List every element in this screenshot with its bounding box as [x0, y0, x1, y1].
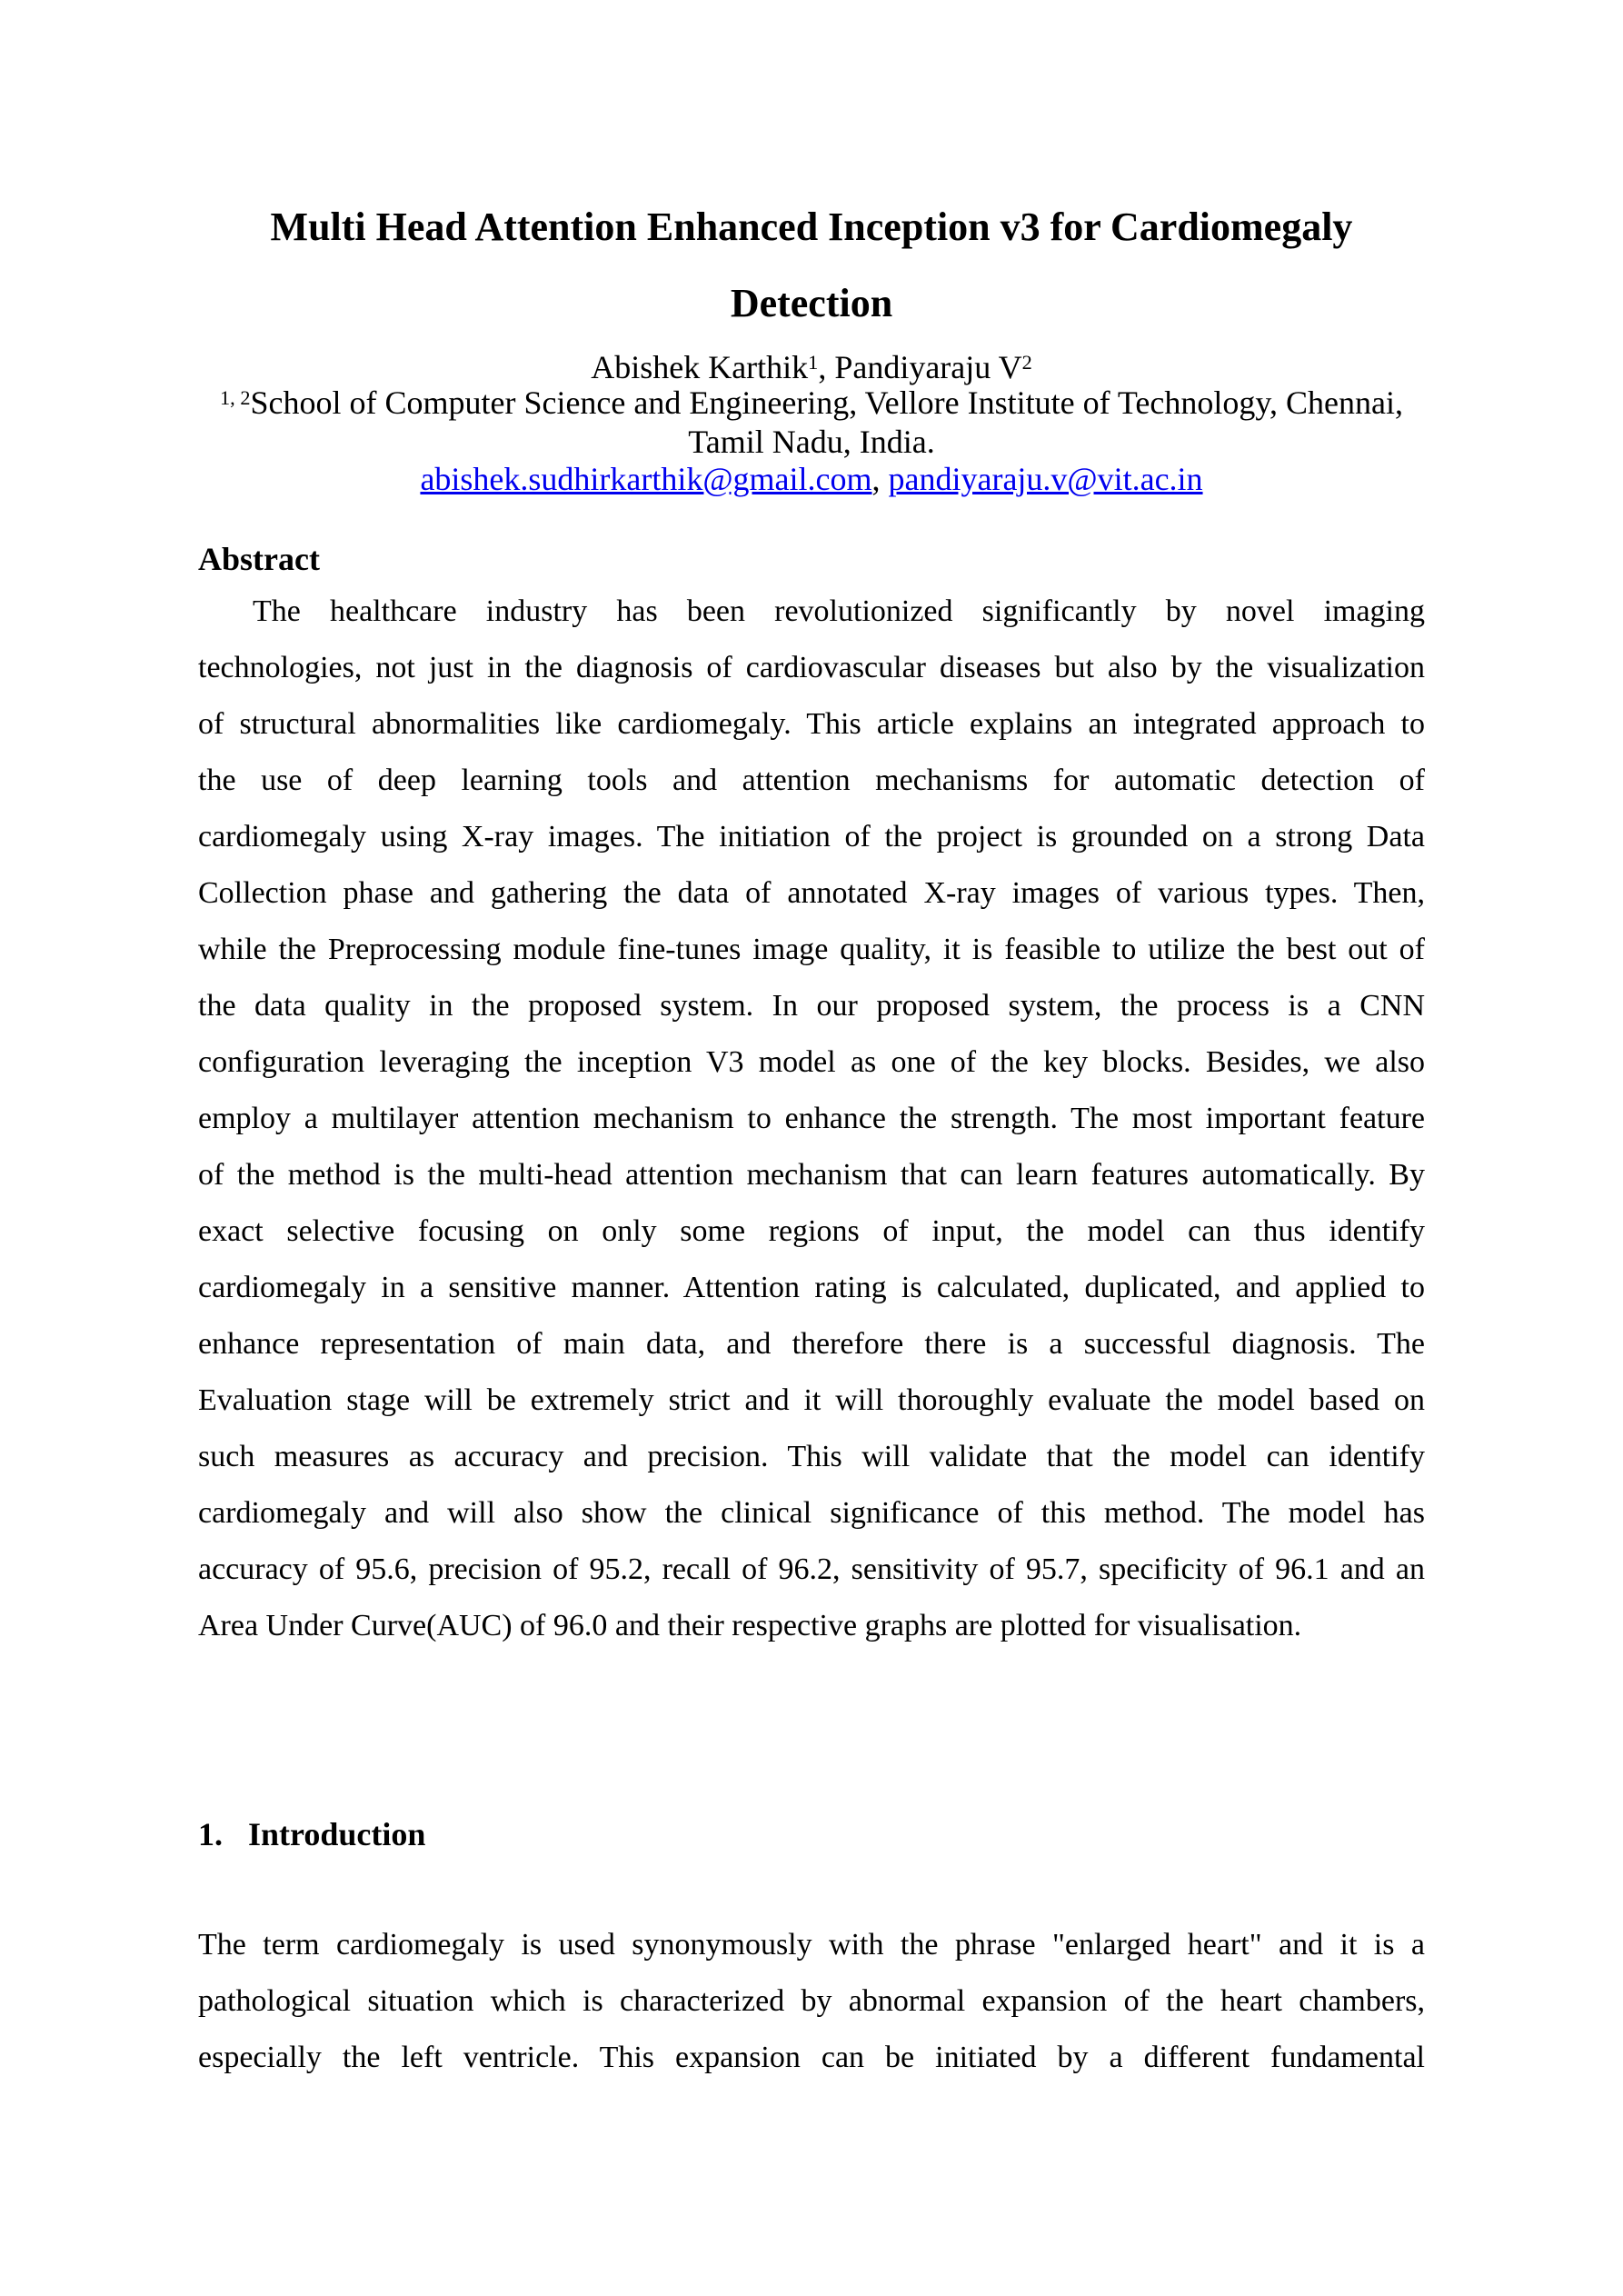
- text-segment: , Pandiyaraju V: [818, 349, 1022, 385]
- intro-line: especially the left ventricle. This expansion can be initiated by a different fundamental: [198, 2041, 1425, 2074]
- intro-line: The term cardiomegaly is used synonymously with the phrase "enlarged heart" and it is a: [198, 1928, 1425, 1962]
- section-title: Introduction: [248, 1816, 426, 1852]
- abstract-line: while the Preprocessing module fine-tunes image quality, it is feasible to utilize the best out of: [198, 933, 1425, 966]
- section-number: 1.: [198, 1816, 223, 1852]
- email-link-author1[interactable]: abishek.sudhirkarthik@gmail.com: [420, 461, 872, 497]
- abstract-line: technologies, not just in the diagnosis of cardiovascular diseases but also by the visualization: [198, 651, 1425, 684]
- abstract-line: of the method is the multi-head attention mechanism that can learn features automatically. By: [198, 1158, 1425, 1192]
- abstract-line: exact selective focusing on only some regions of input, the model can thus identify: [198, 1214, 1425, 1248]
- abstract-line: such measures as accuracy and precision. This will validate that the model can identify: [198, 1440, 1425, 1473]
- abstract-line: of structural abnormalities like cardiomegaly. This article explains an integrated approach to: [198, 707, 1425, 741]
- paper-title-line-2: Detection: [730, 281, 893, 325]
- text-segment: Abishek Karthik: [591, 349, 809, 385]
- abstract-paragraph: [198, 584, 1425, 1654]
- abstract-line: cardiomegaly using X-ray images. The initiation of the project is grounded on a strong Data: [198, 820, 1425, 854]
- affiliation-line-1: [198, 384, 1425, 422]
- abstract-line: cardiomegaly in a sensitive manner. Attention rating is calculated, duplicated, and applied to: [198, 1271, 1425, 1304]
- abstract-line: the data quality in the proposed system. In our proposed system, the process is a CNN: [198, 989, 1425, 1023]
- abstract-heading: Abstract: [198, 541, 320, 577]
- paper-title-line-1: Multi Head Attention Enhanced Inception v3 for Cardiomegaly: [270, 205, 1353, 249]
- authors-line: [198, 349, 1425, 386]
- intro-line: pathological situation which is characterized by abnormal expansion of the heart chambers,: [198, 1984, 1425, 2018]
- introduction-heading: [198, 1816, 1425, 1853]
- abstract-line: employ a multilayer attention mechanism to enhance the strength. The most important feature: [198, 1102, 1425, 1135]
- abstract-line: enhance representation of main data, and therefore there is a successful diagnosis. The: [198, 1327, 1425, 1361]
- abstract-line: accuracy of 95.6, precision of 95.2, recall of 96.2, sensitivity of 95.7, specificity of 96.1 and an: [198, 1552, 1425, 1586]
- abstract-line: The healthcare industry has been revolutionized significantly by novel imaging: [253, 594, 1425, 628]
- introduction-paragraph: [198, 1917, 1425, 2086]
- superscript: 1: [808, 350, 819, 374]
- abstract-line: Collection phase and gathering the data of annotated X-ray images of various types. Then,: [198, 876, 1425, 910]
- text-segment: School of Computer Science and Engineering, Vellore Institute of Technology, Chennai,: [250, 384, 1403, 421]
- abstract-line: cardiomegaly and will also show the clinical significance of this method. The model has: [198, 1496, 1425, 1530]
- affiliation-line-2: Tamil Nadu, India.: [688, 424, 935, 460]
- email-separator: ,: [871, 461, 889, 497]
- abstract-line: Area Under Curve(AUC) of 96.0 and their respective graphs are plotted for visualisation.: [198, 1609, 1302, 1642]
- superscript: 2: [1021, 350, 1032, 374]
- abstract-line: Evaluation stage will be extremely strict and it will thoroughly evaluate the model based on: [198, 1383, 1425, 1417]
- emails-line: [198, 461, 1425, 498]
- abstract-line: the use of deep learning tools and attention mechanisms for automatic detection of: [198, 764, 1425, 797]
- abstract-line: configuration leveraging the inception V3 model as one of the key blocks. Besides, we also: [198, 1045, 1425, 1079]
- email-link-author2[interactable]: pandiyaraju.v@vit.ac.in: [888, 461, 1203, 497]
- superscript: 1, 2: [220, 385, 251, 409]
